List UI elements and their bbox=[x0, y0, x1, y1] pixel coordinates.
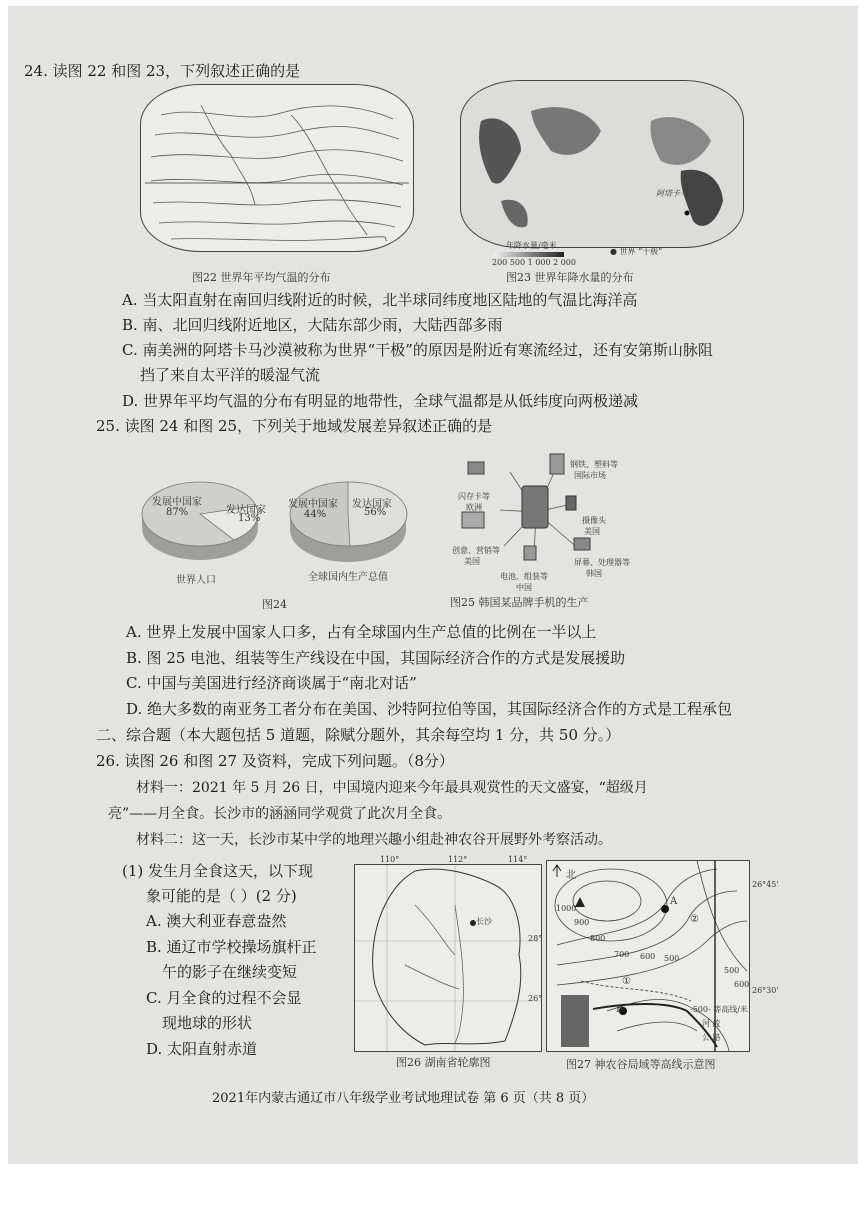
q24-stem: 24. 读图 22 和图 23，下列叙述正确的是 bbox=[24, 62, 301, 80]
fig23-legend-ticks: 200 500 1 000 2 000 bbox=[492, 258, 576, 267]
fig25-steel-region: 国际市场 bbox=[574, 471, 606, 480]
fig26-lon-112: 112° bbox=[448, 855, 468, 864]
fig26-outline bbox=[355, 865, 541, 1051]
pie1-developed-label: 发达国家 bbox=[226, 505, 266, 516]
q25-option-d: D. 绝大多数的南亚务工者分布在美国、沙特阿拉伯等国，其国际经济合作的方式是工程承包 bbox=[126, 700, 733, 718]
fig27-contour-1000: 1000 bbox=[556, 904, 577, 913]
q26-sub1-stem-cont: 象可能的是（ ）(2 分) bbox=[146, 887, 297, 905]
pie1-label: 世界人口 bbox=[176, 575, 216, 586]
fig25-camera-region: 美国 bbox=[584, 527, 600, 536]
q26-sub1-stem: (1) 发生月全食这天，以下现 bbox=[122, 862, 314, 880]
fig25-steel-label: 钢铁、塑料等 bbox=[570, 460, 618, 469]
pie2-developed-label: 发达国家 bbox=[352, 499, 392, 510]
q24-option-a: A. 当太阳直射在南回归线附近的时候，北半球同纬度地区陆地的气温比海洋高 bbox=[122, 291, 638, 309]
q25-option-c: C. 中国与美国进行经济商谈属于“南北对话” bbox=[126, 674, 417, 692]
fig27-legend-road: 公 路 bbox=[702, 1033, 721, 1042]
fig22-caption: 图22 世界年平均气温的分布 bbox=[192, 271, 331, 284]
pie2-developing-value: 44% bbox=[304, 509, 327, 520]
q25-option-a: A. 世界上发展中国家人口多，占有全球国内生产总值的比例在一半以上 bbox=[126, 623, 597, 641]
fig27-legend-river: 河 流 bbox=[702, 1019, 721, 1028]
fig26-lat-28: 28° bbox=[528, 934, 543, 943]
fig23-atacama-label: 阿塔卡马 bbox=[656, 189, 688, 198]
fig27-contour-800: 800 bbox=[590, 934, 606, 943]
q26-sub1-option-b: B. 通辽市学校操场旗杆正 bbox=[146, 938, 317, 956]
q26-material-2: 材料二：这一天，长沙市某中学的地理兴趣小组赴神农谷开展野外考察活动。 bbox=[136, 832, 612, 848]
fig25-screen-region: 韩国 bbox=[586, 569, 602, 578]
fig26-caption: 图26 湖南省轮廓图 bbox=[396, 1056, 491, 1069]
fig27-marker-1: ① bbox=[622, 976, 631, 987]
fig27-legend-contour: -500- 等高线/米 bbox=[690, 1005, 748, 1014]
fig25-design-label: 创意、营销等 bbox=[452, 546, 500, 555]
fig26-lat-26: 26° bbox=[528, 994, 543, 1003]
pie1-developing-value: 87% bbox=[166, 507, 189, 518]
pie2-developing-label: 发展中国家 bbox=[288, 499, 338, 510]
fig23-land-shading bbox=[461, 81, 743, 247]
fig23-legend-title: 年降水量/毫米 bbox=[506, 241, 557, 250]
q26-sub1-option-c-cont: 现地球的形状 bbox=[162, 1014, 253, 1032]
fig23-caption: 图23 世界年降水量的分布 bbox=[506, 271, 634, 284]
q25-stem: 25. 读图 24 和图 25，下列关于地域发展差异叙述正确的是 bbox=[96, 417, 493, 435]
fig26-lon-110: 110° bbox=[380, 855, 400, 864]
fig26-city-changsha: 长沙 bbox=[476, 917, 492, 926]
q25-option-b: B. 图 25 电池、组装等生产线设在中国，其国际经济合作的方式是发展援助 bbox=[126, 649, 626, 667]
fig27-point-b: B bbox=[616, 1004, 624, 1015]
q24-option-d: D. 世界年平均气温的分布有明显的地带性，全球气温都是从低纬度向两极递减 bbox=[122, 392, 639, 410]
fig27-lat-2630: 26°30' bbox=[752, 986, 779, 995]
q26-sub1-option-c: C. 月全食的过程不会显 bbox=[146, 989, 302, 1007]
fig27-marker-2: ② bbox=[690, 914, 699, 925]
fig24-caption: 图24 bbox=[262, 598, 287, 611]
fig27-contour-600b: 600 bbox=[734, 980, 750, 989]
fig27-contour-900: 900 bbox=[574, 918, 590, 927]
fig25-design-region: 美国 bbox=[464, 557, 480, 566]
q24-option-c-cont: 挡了来自太平洋的暖湿气流 bbox=[140, 366, 321, 384]
fig27-lat-2645: 26°45' bbox=[752, 880, 779, 889]
fig27-point-a: A bbox=[670, 896, 678, 907]
pie2-developed-value: 56% bbox=[364, 507, 387, 518]
section-2-heading: 二、综合题（本大题包括 5 道题，除赋分题外，其余每空均 1 分，共 50 分。） bbox=[96, 726, 621, 744]
fig23-legend-bar bbox=[494, 252, 564, 257]
fig26-lon-114: 114° bbox=[508, 855, 528, 864]
q24-option-c: C. 南美洲的阿塔卡马沙漠被称为世界“干极”的原因是附近有寒流经过，还有安第斯山脉阻 bbox=[122, 341, 713, 359]
q26-sub1-option-a: A. 澳大利亚春意盎然 bbox=[146, 912, 287, 930]
pie-global-gdp bbox=[284, 476, 416, 568]
fig27-north-arrow-label: 北 bbox=[566, 870, 576, 881]
fig25-battery-region: 中国 bbox=[516, 583, 532, 592]
pie2-label: 全球国内生产总值 bbox=[308, 572, 388, 583]
pie1-developing-label: 发展中国家 bbox=[152, 497, 202, 508]
q26-sub1-option-d: D. 太阳直射赤道 bbox=[146, 1040, 258, 1058]
fig26-hunan-outline-map bbox=[354, 864, 542, 1052]
fig25-flash-label: 闪存卡等 bbox=[458, 492, 490, 501]
fig27-contour-500: 500 bbox=[664, 954, 680, 963]
q26-material-1-line1: 材料一：2021 年 5 月 26 日，中国境内迎来今年最具观赏性的天文盛宴，“超级月 bbox=[136, 780, 648, 796]
fig25-screen-label: 屏幕、处理器等 bbox=[574, 558, 630, 567]
fig25-caption: 图25 韩国某品牌手机的生产 bbox=[450, 596, 589, 609]
q26-sub1-option-b-cont: 午的影子在继续变短 bbox=[162, 963, 298, 981]
fig25-flash-region: 欧洲 bbox=[466, 503, 482, 512]
fig25-camera-label: 摄像头 bbox=[582, 516, 606, 525]
fig23-precipitation-map bbox=[460, 80, 744, 248]
q26-material-1-line2: 亮”——月全食。长沙市的涵涵同学观赏了此次月全食。 bbox=[108, 806, 452, 822]
fig25-battery-label: 电池、组装等 bbox=[500, 572, 548, 581]
q24-option-b: B. 南、北回归线附近地区，大陆东部少雨，大陆西部多雨 bbox=[122, 316, 503, 334]
fig27-contour-700: 700 bbox=[614, 950, 630, 959]
pie1-developed-value: 13% bbox=[238, 513, 261, 524]
fig22-isotherms bbox=[141, 85, 413, 251]
page-footer: 2021年内蒙古通辽市八年级学业考试地理试卷 第 6 页（共 8 页） bbox=[212, 1091, 595, 1106]
fig23-dry-pole-note: ● 世界 “干极” bbox=[610, 247, 663, 256]
fig22-temperature-map bbox=[140, 84, 414, 252]
fig27-contour-500b: 500 bbox=[724, 966, 740, 975]
fig27-contour-600: 600 bbox=[640, 952, 656, 961]
fig27-caption: 图27 神农谷局域等高线示意图 bbox=[566, 1058, 716, 1071]
q26-stem: 26. 读图 26 和图 27 及资料，完成下列问题。（8分） bbox=[96, 752, 454, 770]
